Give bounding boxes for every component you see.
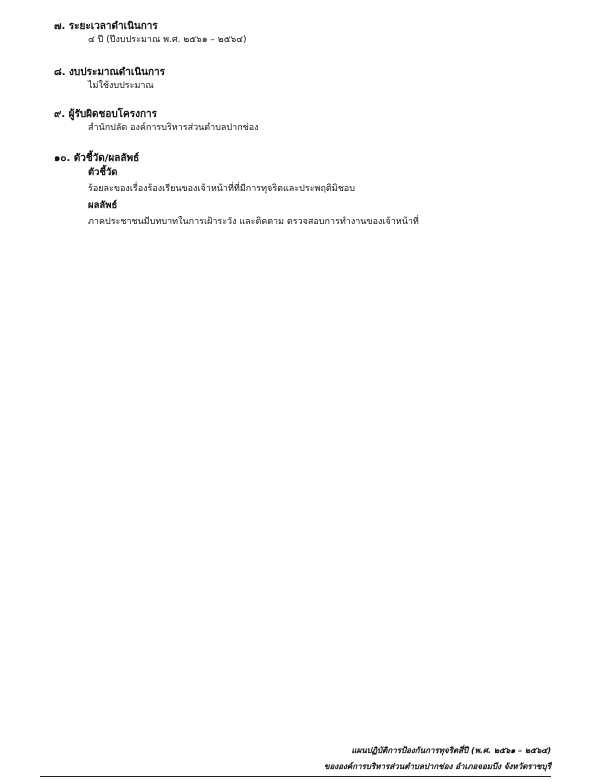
section-7-text: ๔ ปี (ปีงบประมาณ พ.ศ. ๒๕๖๑ – ๒๕๖๔) — [88, 35, 247, 45]
section-7-duration — [54, 20, 574, 47]
footer-divider — [40, 776, 551, 777]
result-label: ผลลัพธ์ — [88, 200, 118, 211]
section-8-heading: ๘. งบประมาณดำเนินการ — [54, 67, 166, 78]
footer-plan-title: แผนปฏิบัติการป้องกันการทุจริตสี่ปี (พ.ศ. ๒๕๖๑ – ๒๕๖๔) — [351, 746, 551, 755]
section-9-text: สำนักปลัด องค์การบริหารส่วนตำบลปากช่อง — [88, 123, 259, 133]
result-text: ภาคประชาชนมีบทบาทในการเฝ้าระวัง และติดตาม ตรวจสอบการทำงานของเจ้าหน้าที่ — [88, 217, 419, 227]
section-8-text: ไม่ใช้งบประมาณ — [88, 81, 154, 91]
section-10-indicators — [54, 152, 574, 229]
section-10-heading: ๑๐. ตัวชี้วัด/ผลลัพธ์ — [54, 153, 140, 164]
section-8-budget — [54, 66, 574, 93]
indicator-label: ตัวชี้วัด — [88, 167, 118, 178]
section-9-heading: ๙. ผู้รับผิดชอบโครงการ — [54, 109, 158, 120]
section-9-responsible — [54, 108, 574, 135]
indicator-text: ร้อยละของเรื่องร้องเรียนของเจ้าหน้าที่ที่มีการทุจริตและประพฤติมิชอบ — [88, 184, 355, 194]
footer-organization: ขององค์การบริหารส่วนตำบลปากช่อง อำเภอจอมบึง จังหวัดราชบุรี — [324, 762, 551, 771]
section-7-heading: ๗. ระยะเวลาดำเนินการ — [54, 21, 158, 32]
